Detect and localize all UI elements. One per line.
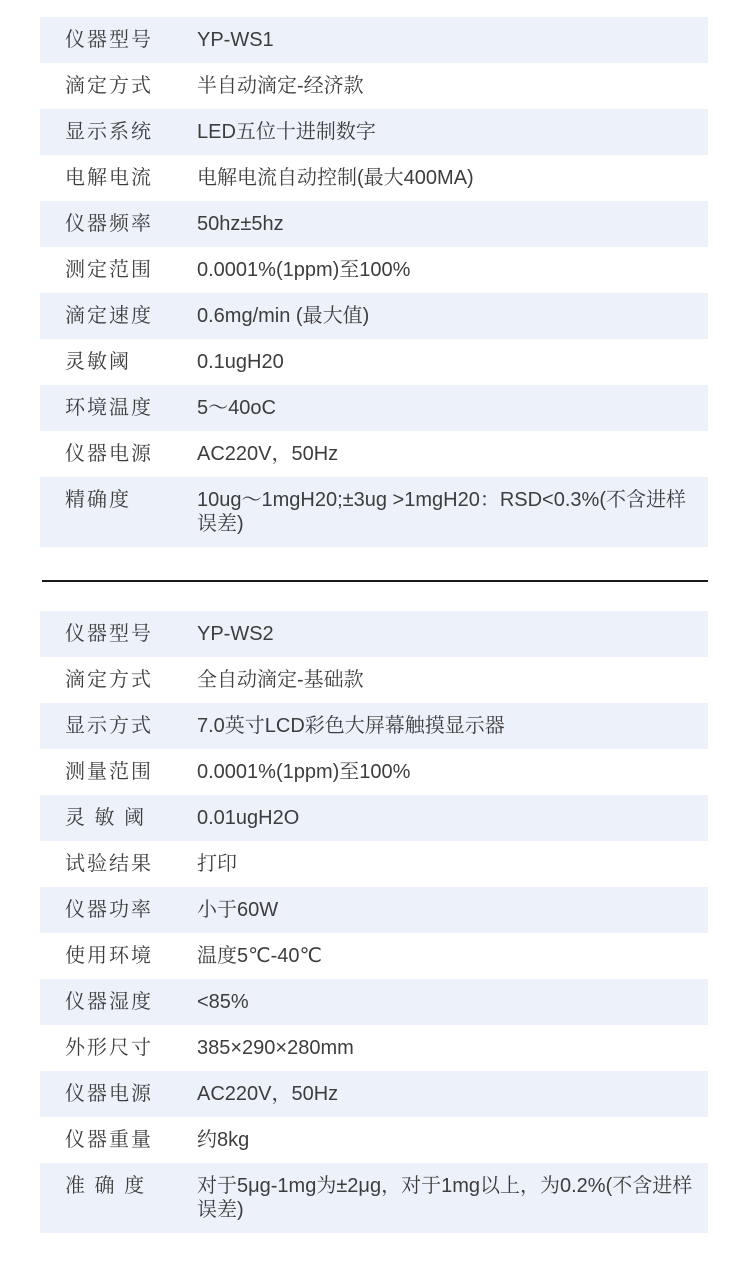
spec-row [40,385,708,431]
spec-value: 0.01ugH2O [197,807,300,829]
spec-label: 仪器电源 [65,1083,153,1105]
spec-label: 仪器频率 [65,213,153,235]
spec-value: 半自动滴定-经济款 [197,75,364,97]
spec-label: 仪器型号 [65,29,153,51]
spec-label: 使用环境 [65,945,153,967]
spec-row [40,703,708,749]
spec-label: 仪器型号 [65,623,153,645]
spec-row [40,247,708,293]
spec-value: 打印 [197,853,237,875]
spec-label: 滴定速度 [65,305,153,327]
spec-label: 灵敏阈 [65,351,131,373]
spec-value: 温度5℃-40℃ [197,945,322,967]
spec-label: 显示系统 [65,121,153,143]
spec-row [40,17,708,63]
spec-value: 10ug～1mgH20;±3ug >1mgH20：RSD<0.3%(不含进样误差) [197,489,686,535]
spec-row [40,1025,708,1071]
spec-table-yp-ws2 [40,611,708,1233]
spec-label: 外形尺寸 [65,1037,153,1059]
spec-value: 电解电流自动控制(最大400MA) [197,167,474,189]
spec-table-yp-ws1 [40,17,708,547]
spec-value: 对于5μg-1mg为±2μg，对于1mg以上，为0.2%(不含进样误差) [197,1175,693,1221]
spec-row [40,431,708,477]
spec-label: 电解电流 [65,167,153,189]
spec-label: 测定范围 [65,259,153,281]
spec-value: 5～40oC [197,397,276,419]
spec-label: 显示方式 [65,715,153,737]
spec-label: 准 确 度 [65,1175,147,1197]
spec-row [40,841,708,887]
spec-row [40,155,708,201]
spec-row [40,63,708,109]
spec-label: 仪器重量 [65,1129,153,1151]
spec-label: 仪器湿度 [65,991,153,1013]
spec-row [40,887,708,933]
spec-value: AC220V，50Hz [197,443,339,465]
spec-row [40,339,708,385]
spec-value: YP-WS2 [197,623,274,645]
spec-value: 全自动滴定-基础款 [197,669,364,691]
spec-value: 0.0001%(1ppm)至100% [197,259,411,281]
spec-row [40,201,708,247]
spec-value: LED五位十进制数字 [197,121,376,143]
spec-row [40,109,708,155]
spec-row [40,979,708,1025]
spec-value: 约8kg [197,1129,250,1151]
spec-row [40,749,708,795]
spec-value: <85% [197,991,249,1013]
spec-label: 仪器功率 [65,899,153,921]
spec-value: AC220V，50Hz [197,1083,339,1105]
spec-row [40,611,708,657]
spec-value: 0.0001%(1ppm)至100% [197,761,411,783]
spec-row [40,795,708,841]
spec-label: 灵 敏 阈 [65,807,147,829]
spec-value: 小于60W [197,899,279,921]
spec-row [40,1071,708,1117]
spec-value: 385×290×280mm [197,1037,354,1059]
spec-value: 50hz±5hz [197,213,284,235]
spec-label: 环境温度 [65,397,153,419]
spec-row [40,657,708,703]
spec-value: 7.0英寸LCD彩色大屏幕触摸显示器 [197,715,505,737]
spec-label: 仪器电源 [65,443,153,465]
spec-label: 滴定方式 [65,75,153,97]
spec-label: 精确度 [65,489,131,511]
spec-row [40,293,708,339]
spec-value: 0.1ugH20 [197,351,284,373]
spec-label: 滴定方式 [65,669,153,691]
spec-value: 0.6mg/min (最大值) [197,305,370,327]
spec-row [40,1163,708,1233]
spec-row [40,933,708,979]
spec-value: YP-WS1 [197,29,274,51]
spec-label: 测量范围 [65,761,153,783]
spec-row [40,1117,708,1163]
spec-sheet [40,17,708,1233]
spec-label: 试验结果 [65,853,153,875]
spec-row [40,477,708,547]
section-divider [42,580,708,582]
